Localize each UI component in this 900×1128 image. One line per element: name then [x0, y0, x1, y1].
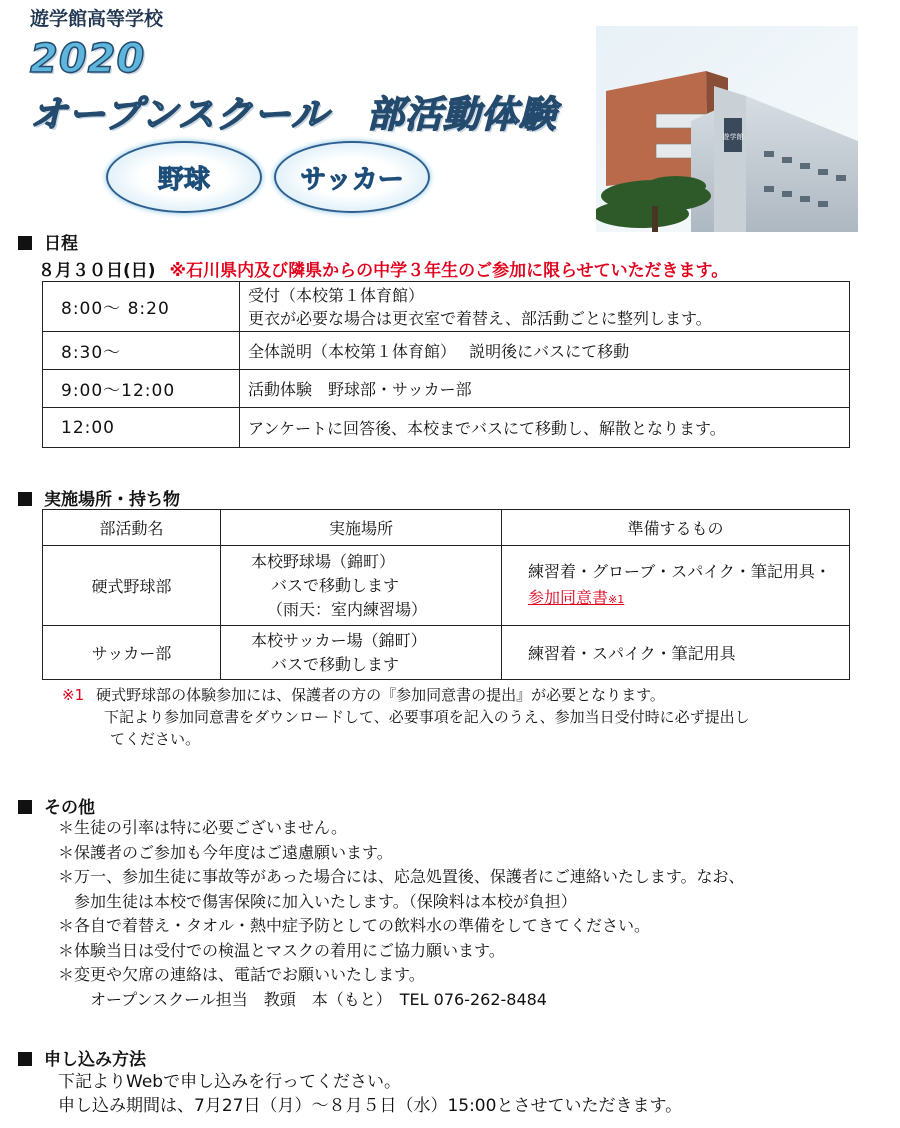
- list-item: ＊万一、参加生徒に事故等があった場合には、応急処置後、保護者にご連絡いたします。なお、: [58, 867, 745, 886]
- table-row: [43, 332, 850, 370]
- venue-place: 本校野球場（錦町） バスで移動します （雨天：室内練習場）: [221, 546, 502, 626]
- club-name: 硬式野球部: [43, 546, 221, 626]
- items-to-bring: 練習着・グローブ・スパイク・筆記用具・ 参加同意書※1: [502, 546, 850, 626]
- event-title: オープンスクール 部活動体験: [30, 93, 557, 136]
- footnote-mark: ※1: [62, 686, 85, 704]
- bullet-square-icon: [18, 800, 32, 814]
- schedule-detail: 全体説明（本校第１体育館） 説明後にバスにて移動: [240, 332, 850, 370]
- contact-line: オープンスクール担当 教頭 本（もと） TEL 076-262-8484: [58, 989, 547, 1009]
- club-badge-label: サッカー: [300, 164, 404, 195]
- list-item: ＊変更や欠席の連絡は、電話でお願いいたします。: [58, 965, 425, 984]
- eligibility-notice: ※石川県内及び隣県からの中学３年生のご参加に限らせていただきます。: [169, 261, 729, 281]
- consent-form-link[interactable]: 参加同意書※1: [528, 587, 625, 607]
- section-heading-apply: 申し込み方法: [18, 1045, 146, 1070]
- school-name: 遊学館高等学校: [30, 8, 164, 30]
- section-heading-other: その他: [18, 793, 95, 818]
- apply-instructions: [58, 1070, 682, 1118]
- club-badge-baseball: [106, 141, 262, 213]
- list-item: ＊体験当日は受付での検温とマスクの着用にご協力願います。: [58, 940, 505, 960]
- schedule-table: [42, 281, 850, 448]
- list-item: ＊保護者のご参加も今年度はご遠慮願います。: [58, 842, 393, 862]
- section-heading-venue: 実施場所・持ち物: [18, 485, 180, 510]
- table-row: [43, 370, 850, 408]
- bullet-square-icon: [18, 1052, 32, 1066]
- table-header-row: [43, 510, 850, 546]
- schedule-detail: アンケートに回答後、本校までバスにて移動し、解散となります。: [240, 408, 850, 448]
- schedule-detail: 活動体験 野球部・サッカー部: [240, 370, 850, 408]
- venue-table: [42, 509, 850, 680]
- club-name: サッカー部: [43, 626, 221, 680]
- school-building-photo: [596, 26, 858, 232]
- schedule-time: 8:00～ 8:20: [43, 282, 240, 332]
- schedule-time: 9:00～12:00: [43, 370, 240, 408]
- section-heading-schedule: 日程: [18, 229, 78, 254]
- column-header: 部活動名: [43, 510, 221, 546]
- event-year: 2020: [30, 36, 146, 82]
- table-row: [43, 408, 850, 448]
- list-item: ＊各自で着替え・タオル・熱中症予防としての飲料水の準備をしてきてください。: [58, 916, 651, 935]
- column-header: 準備するもの: [502, 510, 850, 546]
- schedule-detail: 受付（本校第１体育館） 更衣が必要な場合は更衣室で着替え、部活動ごとに整列します。: [240, 282, 850, 332]
- column-header: 実施場所: [221, 510, 502, 546]
- footnote: ※1 硬式野球部の体験参加には、保護者の方の『参加同意書の提出』が必要となります。 下記より参加同意書をダウンロードして、必要事項を記入のうえ、参加当日受付時に必ず提出し てください。: [62, 686, 750, 748]
- table-row: [43, 626, 850, 680]
- apply-line: 下記よりWebで申し込みを行ってください。: [58, 1072, 402, 1092]
- schedule-date-line: [38, 256, 728, 281]
- list-item: ＊生徒の引率は特に必要ございません。: [58, 818, 347, 837]
- apply-period: 申し込み期間は、7月27日（月）～８月５日（水）15:00とさせていただきます。: [58, 1096, 683, 1116]
- building-sign: 遊学館: [722, 133, 744, 141]
- schedule-time: 8:30～: [43, 332, 240, 370]
- club-badge-soccer: [274, 141, 430, 213]
- table-row: [43, 546, 850, 626]
- venue-place: 本校サッカー場（錦町） バスで移動します: [221, 626, 502, 680]
- schedule-time: 12:00: [43, 408, 240, 448]
- other-notes: [58, 816, 745, 1012]
- bullet-square-icon: [18, 236, 32, 250]
- event-date: ８月３０日(日): [38, 261, 156, 281]
- bullet-square-icon: [18, 492, 32, 506]
- club-badge-label: 野球: [157, 164, 210, 195]
- list-item: 参加生徒は本校で傷害保険に加入いたします。（保険料は本校が負担）: [58, 891, 577, 911]
- items-to-bring: 練習着・スパイク・筆記用具: [502, 626, 850, 680]
- table-row: [43, 282, 850, 332]
